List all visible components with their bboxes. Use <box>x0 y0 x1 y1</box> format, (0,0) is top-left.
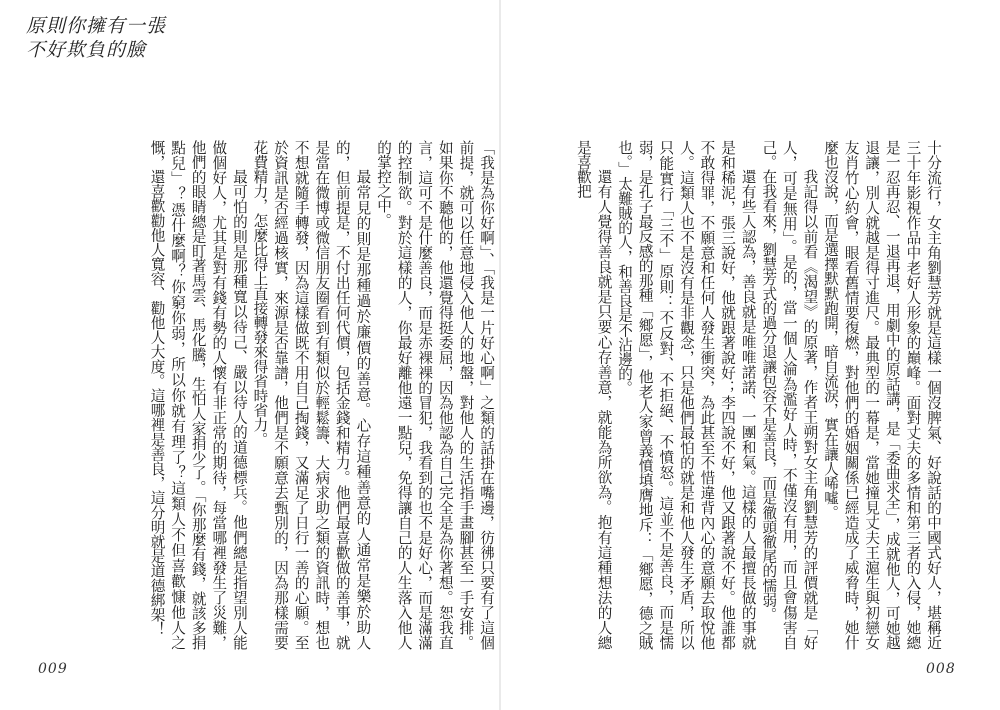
left-page-number: 009 <box>38 661 68 677</box>
right-paragraph-3: 還有些人認為，善良就是唯唯諾諾、一團和氣。這樣的人最擅長做的事就是和稀泥，張三說好，他就跟著說好；李四說不好，他又跟著說不好。他誰都不敢得罪，不願意和任何人發生衝突，為此甚至不惜違背內心的意願去取悅他人。這類人也不是沒有是非觀念，只是他們最怕的就是和他人發生矛盾，所以只能實行「三不」原則：不反對、不拒絕、不憤怒。這並不是善良，而是懦弱，是孔子最反感的那種「鄉愿」，他老人家曾義憤填膺地斥：「鄉愿，德之賊也。」太難賊的人，和善良是不沾邊的。 <box>616 140 757 650</box>
left-paragraph-2: 最常見的則是那種過於廉價的善意。心存這種善意的人通常是樂於助人的，但前提是，不付出任何代價，包括金錢和精力。他們最喜歡做的善事，就是當在微博或微信朋友圈看到有類似於輕鬆籌、大病求助之類的資訊時，想也不想就隨手轉發，因為這樣做既不用自己掏錢，又滿足了日行一善的心願。至於資訊是否經過核實，來源是否靠譜，他們是不願意去甄別的，因為那樣需要花費精力，怎麼比得上直接轉發來得省時省力。 <box>251 140 372 650</box>
right-paragraph-2: 我記得以前看《渴望》的原著，作者王朔對女主角劉慧芳的評價就是「好人，可是無用」。是的，當一個人淪為濫好人時，不僅沒有用，而且會傷害自己。在我看來，劉慧芳式的過分退讓包容不是善良，而是徹頭徹尾的懦弱。 <box>760 140 819 650</box>
right-paragraph-1: 十分流行，女主角劉慧芳就是這樣一個沒脾氣、好說話的中國式好人，堪稱近三十年影視作品中老好人形象的巔峰。面對丈夫的多情和第三者的入侵，她總是一忍再忍、一退再退，用劇中的原話講，是「委曲求全」，成就他人，可她越退讓，別人就越是得寸進尺。最典型的一幕是，當她撞見丈夫王滬生與初戀女友肖竹心約會，眼看舊情要復燃，對他們的婚姻關係已經造成了威脅時，她什麼也沒說，而是選擇默默跑開，暗自流淚，實在讓人唏噓。 <box>822 140 942 650</box>
left-paragraph-1: 「我是為你好啊」、「我是一片好心啊」之類的話掛在嘴邊，彷彿只要有了這個前提，就可以任意地侵入他人的地盤，對他人的生活指手畫腳甚至一手安排。如果你不聽他的，他還覺得挺委屈，因為他認為自己完全是為你著想。恕我直言，這可不是什麼善良，而是赤裸裸的冒犯，我看到的也不是好心，而是滿滿的控制欲。對於這樣的人，你最好離他遠一點兒，免得讓自己的人生落入他人的掌控之中。 <box>375 140 495 650</box>
running-head-title <box>26 14 196 62</box>
running-head-line-2: 不好欺負的臉 <box>26 39 147 61</box>
running-head-line-1: 原則你擁有一張 <box>26 15 167 37</box>
page-gutter <box>499 0 501 710</box>
left-page-text <box>52 140 496 650</box>
left-paragraph-3: 最可怕的則是那種寬以待己、嚴以待人的道德標兵。他們總是指望別人能做個好人，尤其是對有錢有勢的人懷有非正常的期待，每當哪裡發生了災難，他們的眼睛總是盯著馬雲、馬化騰，生怕人家捐少了。「你那麼有錢，就該多捐點兒」？憑什麼啊？你窮你弱，所以你就有理了？這類人不但喜歡慷他人之慨，還喜歡勸他人寬容、勸他人大度。這哪裡是善良，這分明就是道德綁架！ <box>148 140 248 650</box>
right-page-text <box>515 140 943 650</box>
right-paragraph-4: 還有人覺得善良就是只要心存善意，就能為所欲為。抱有這種想法的人總是喜歡把 <box>574 140 613 650</box>
right-page-number: 008 <box>926 661 956 677</box>
